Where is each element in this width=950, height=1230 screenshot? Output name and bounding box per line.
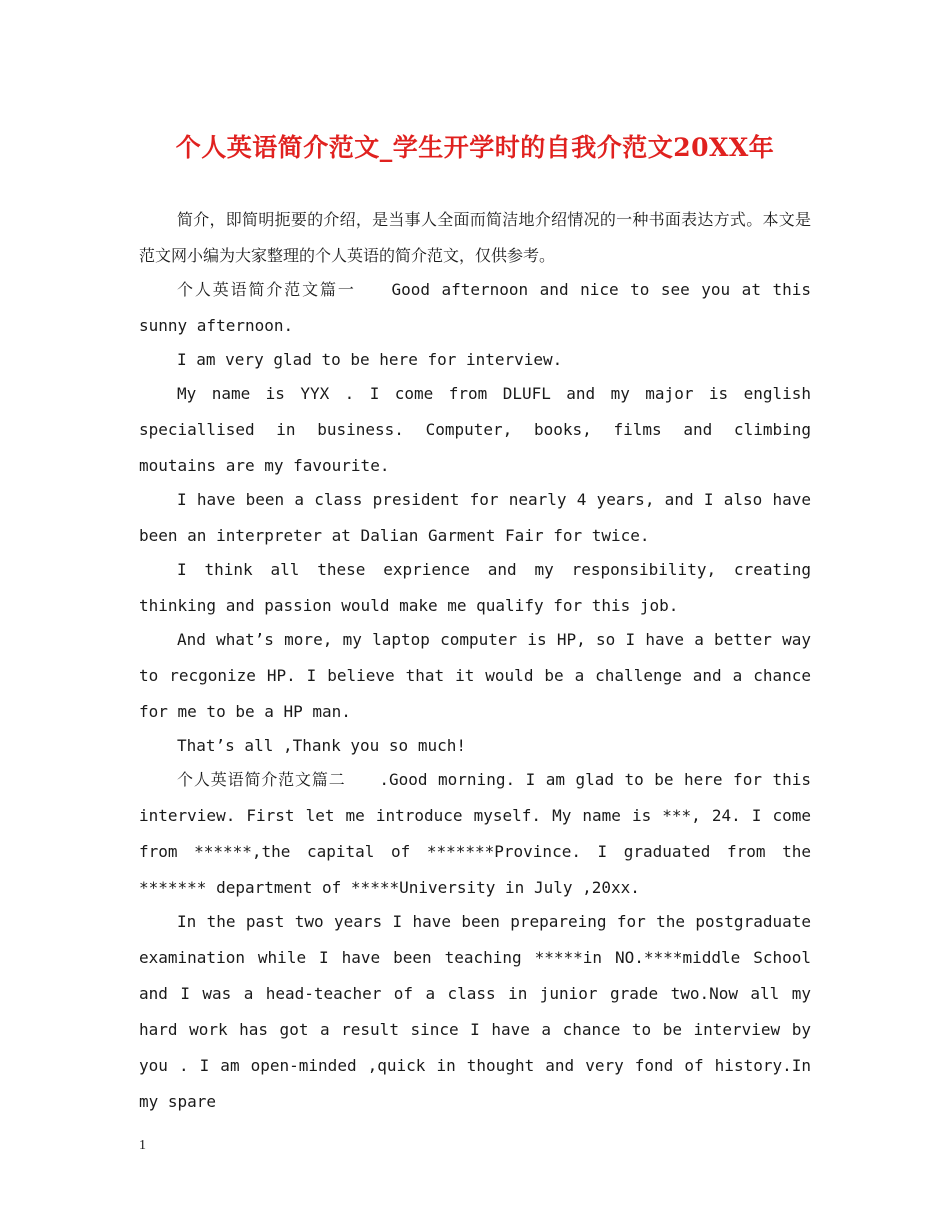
paragraph-glad: I am very glad to be here for interview. — [177, 350, 563, 369]
page-number: 1 — [139, 1138, 146, 1153]
document-body — [139, 202, 811, 1120]
paragraph-experience: I think all these exprience and my responsibility, creating thinking and passion would make me qualify for this job. — [139, 560, 811, 615]
document-title: 个人英语简介范文_学生开学时的自我介范文20XX年 — [175, 133, 775, 162]
paragraph-name: My name is YYX . I come from DLUFL and my major is english speciallised in business. Computer, books, films and climbing moutains are my favourite. — [139, 384, 811, 475]
paragraph-past-two-years: In the past two years I have been prepareing for the postgraduate examination while I have been teaching *****in NO.****middle School and I was a head-teacher of a class in junior grade two.Now all my hard work has got a result since I have a chance to be interview by you . I am open-minded ,quick in thought and very fond of history.In my spare — [139, 912, 811, 1111]
paragraph-laptop: And what’s more, my laptop computer is HP, so I have a better way to recgonize HP. I believe that it would be a challenge and a chance for me to be a HP man. — [139, 630, 811, 721]
paragraph-sample-two-heading: 个人英语简介范文篇二 .Good morning. I am glad to be here for this interview. First let me introduce myself. My name is ***, 24. I come from ******,the capital of *******Province. I graduated from the ******* department of *****University in July ,20xx. — [139, 770, 811, 897]
paragraph-class-president: I have been a class president for nearly 4 years, and I also have been an interpreter at Dalian Garment Fair for twice. — [139, 490, 811, 545]
paragraph-sample-one-heading: 个人英语简介范文篇一 Good afternoon and nice to see you at this sunny afternoon. — [139, 280, 811, 335]
paragraph-intro: 简介，即简明扼要的介绍，是当事人全面而简洁地介绍情况的一种书面表达方式。本文是范文网小编为大家整理的个人英语的简介范文，仅供参考。 — [139, 210, 811, 265]
paragraph-thanks: That’s all ,Thank you so much! — [177, 736, 466, 755]
